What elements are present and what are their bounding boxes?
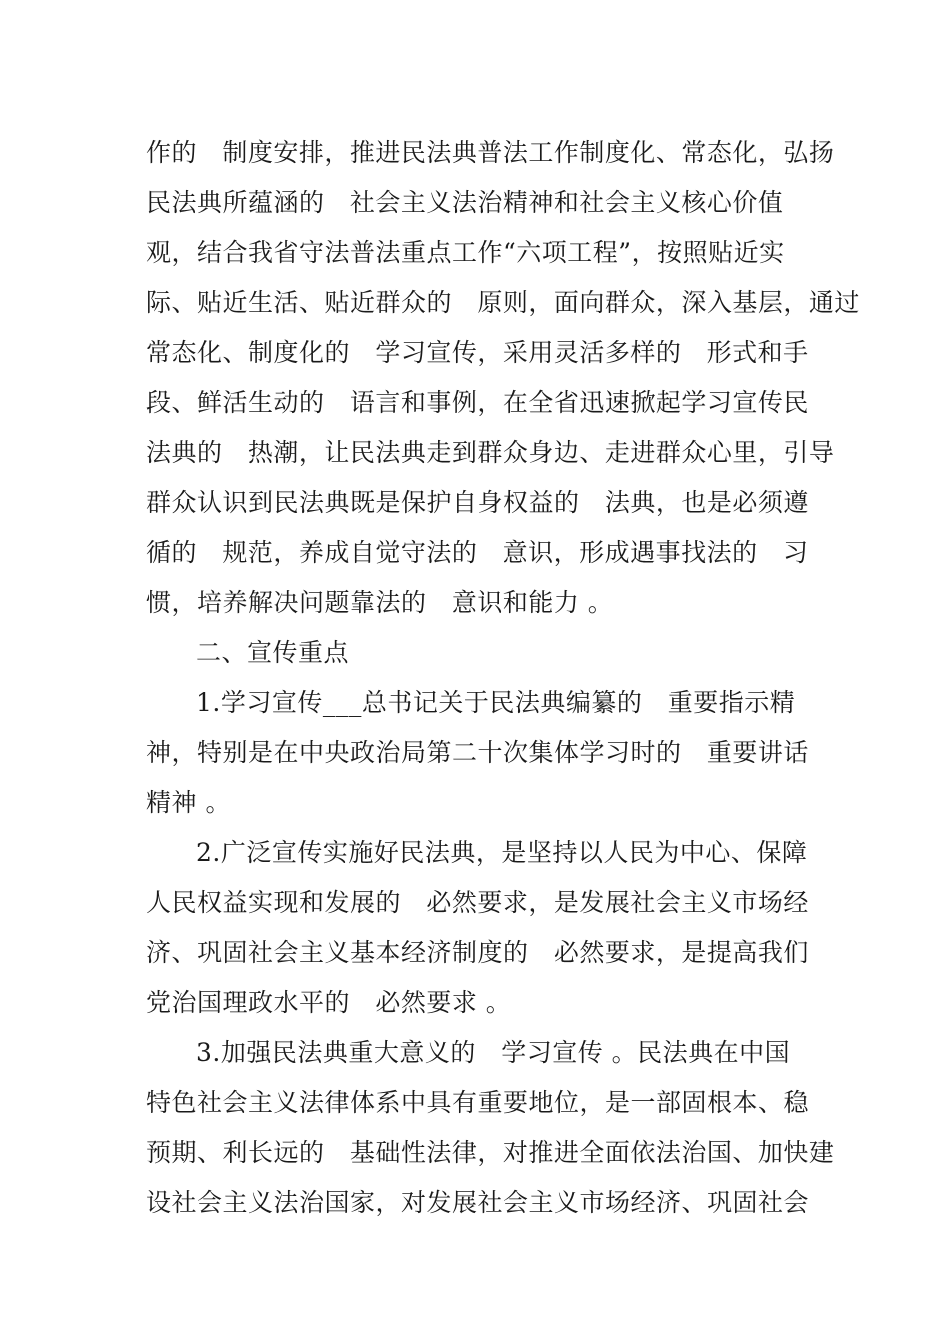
text-line: 作的 制度安排，推进民法典普法工作制度化、常态化，弘扬: [146, 138, 835, 167]
text-line: 党治国理政水平的 必然要求 。: [146, 988, 512, 1017]
text-line: 特色社会主义法律体系中具有重要地位，是一部固根本、稳: [146, 1088, 810, 1117]
text-line: 3.加强民法典重大意义的 学习宣传 。民法典在中国: [196, 1038, 791, 1067]
text-line: 人民权益实现和发展的 必然要求，是发展社会主义市场经: [146, 888, 809, 917]
text-line: 常态化、制度化的 学习宣传，采用灵活多样的 形式和手: [146, 338, 809, 367]
text-line: 设社会主义法治国家，对发展社会主义市场经济、巩固社会: [146, 1188, 810, 1217]
text-line: 段、鲜活生动的 语言和事例，在全省迅速掀起学习宣传民: [146, 388, 809, 417]
text-line: 群众认识到民法典既是保护自身权益的 法典，也是必须遵: [146, 488, 809, 517]
text-line: 预期、利长远的 基础性法律，对推进全面依法治国、加快建: [146, 1138, 835, 1167]
text-line: 惯，培养解决问题靠法的 意识和能力 。: [146, 588, 614, 617]
text-line: 法典的 热潮，让民法典走到群众身边、走进群众心里，引导: [146, 438, 835, 467]
text-line: 2.广泛宣传实施好民法典，是坚持以人民为中心、保障: [196, 838, 808, 867]
text-line: 精神 。: [146, 788, 231, 817]
text-line: 济、巩固社会主义基本经济制度的 必然要求，是提高我们: [146, 938, 809, 967]
section-heading: 二、宣传重点: [196, 638, 350, 667]
text-line: 1.学习宣传___总书记关于民法典编纂的 重要指示精: [196, 688, 796, 717]
text-line: 民法典所蕴涵的 社会主义法治精神和社会主义核心价值: [146, 188, 784, 217]
text-line: 际、贴近生活、贴近群众的 原则，面向群众，深入基层，通过: [146, 288, 860, 317]
text-line: 神，特别是在中央政治局第二十次集体学习时的 重要讲话: [146, 738, 809, 767]
text-line: 循的 规范，养成自觉守法的 意识，形成遇事找法的 习: [146, 538, 809, 567]
text-line: 观，结合我省守法普法重点工作“六项工程”，按照贴近实: [146, 238, 785, 267]
